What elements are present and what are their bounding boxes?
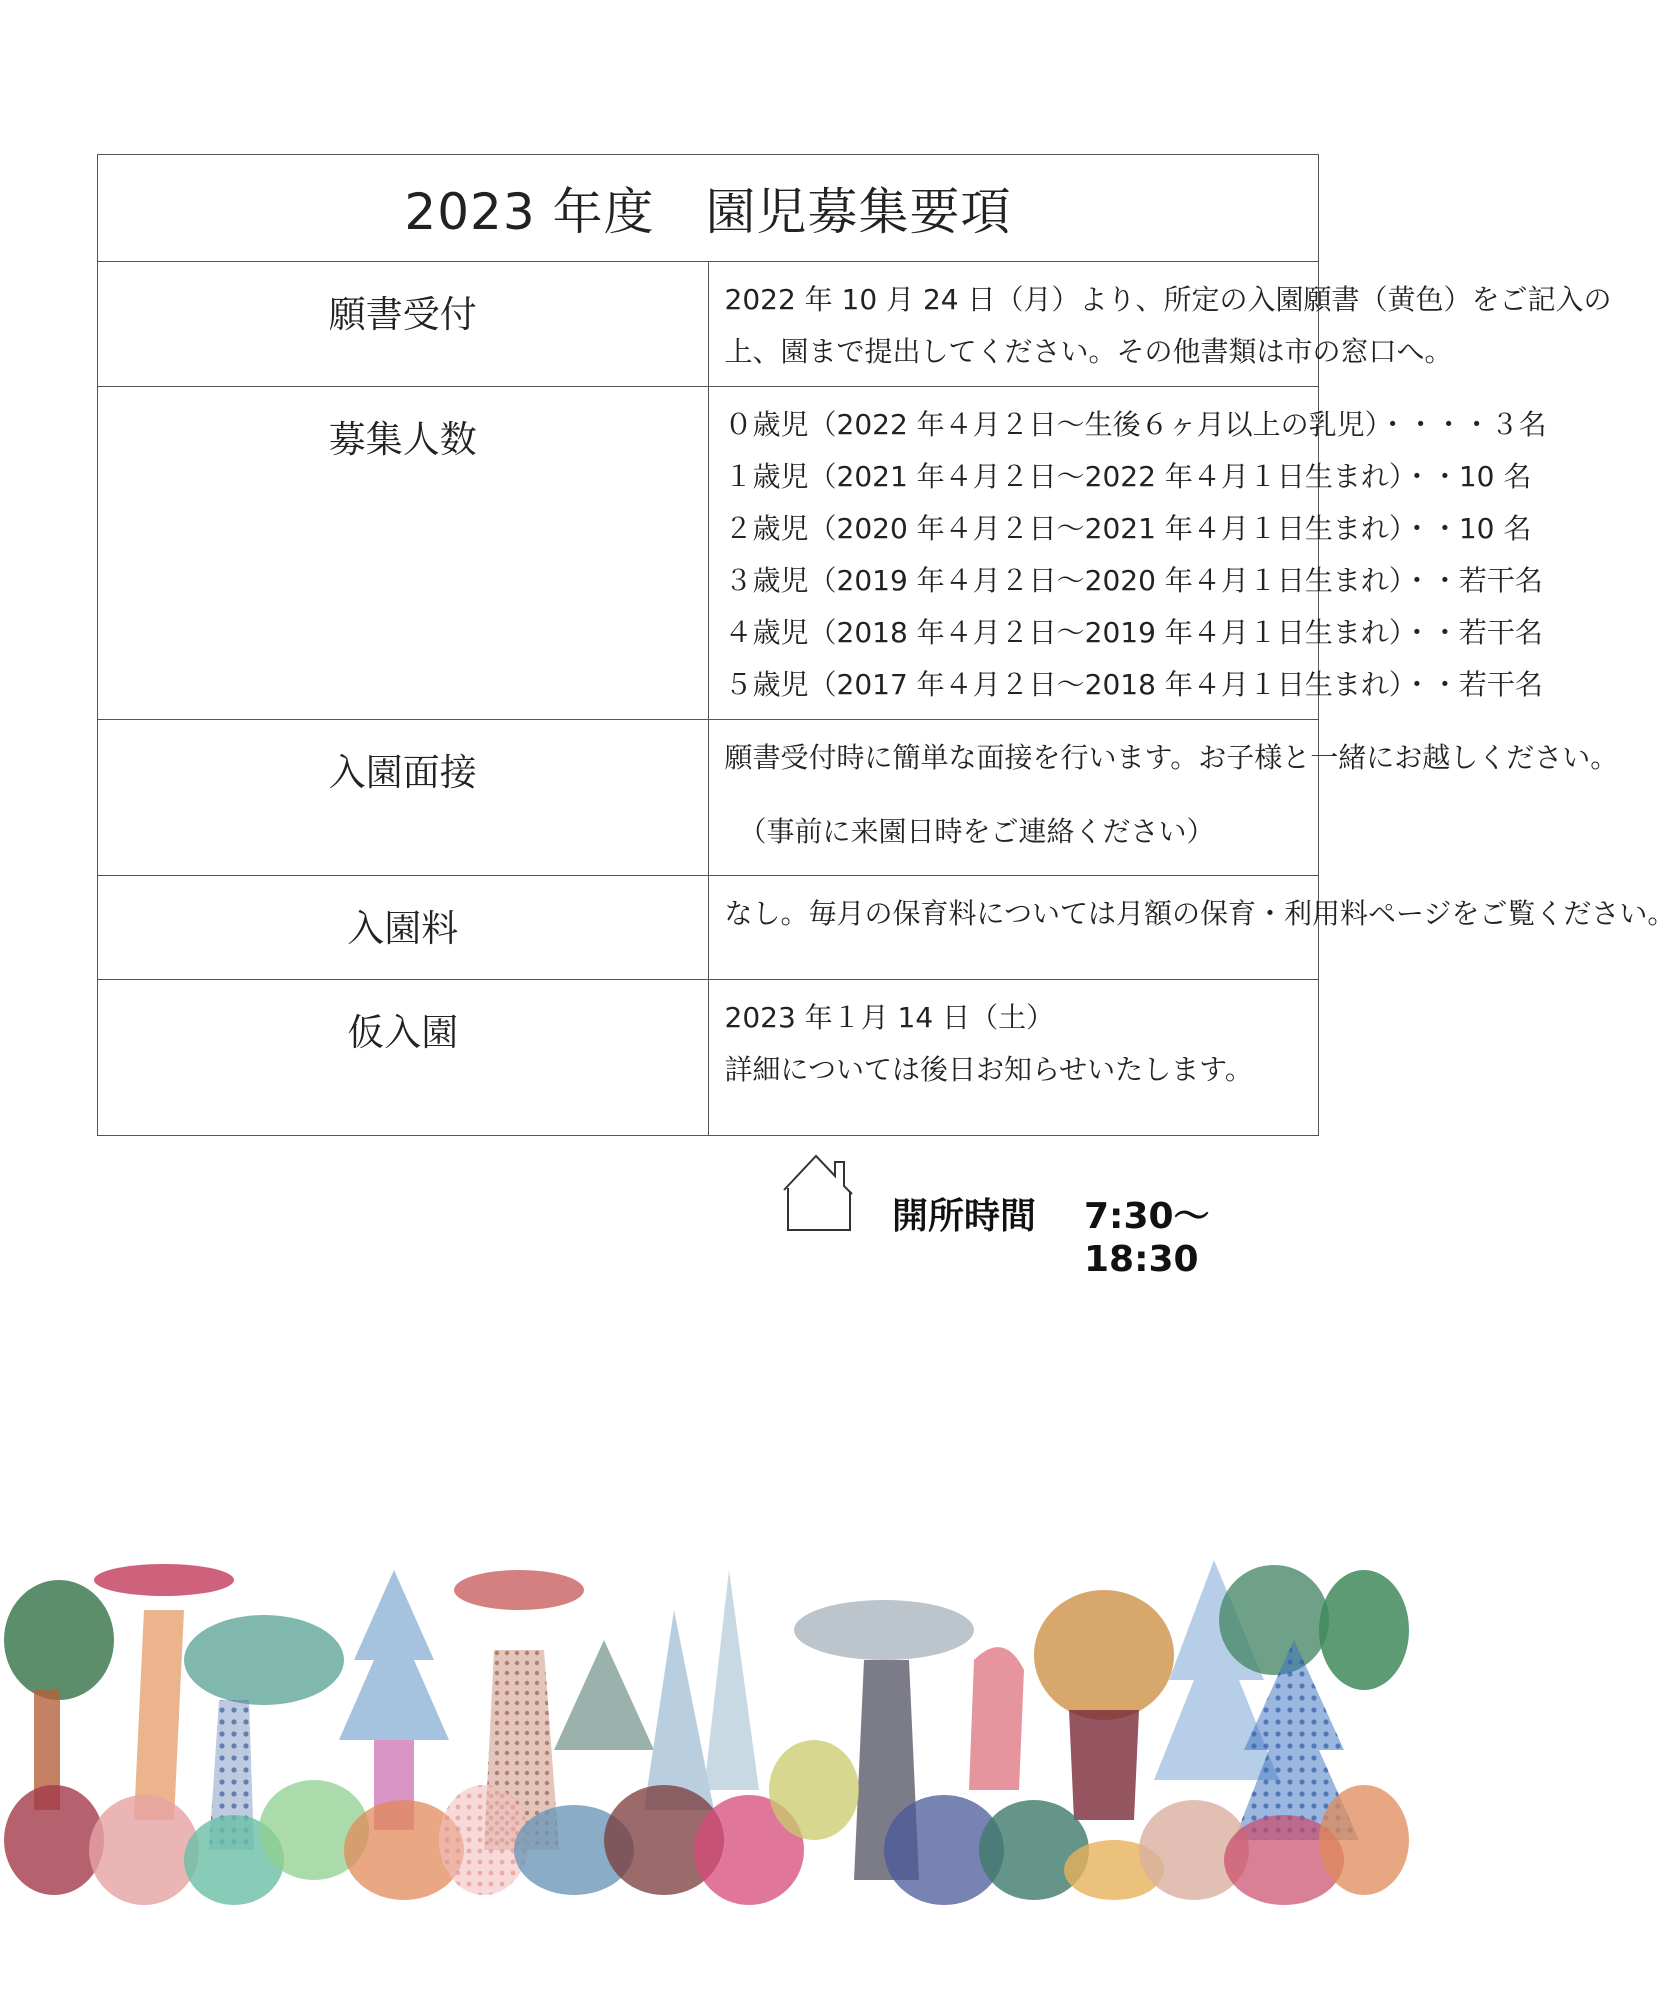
row-content-application bbox=[708, 262, 1612, 387]
content-line: 上、園まで提出してください。その他書類は市の窓口へ。 bbox=[724, 335, 1453, 368]
opening-hours-value: 7:30～18:30 bbox=[1084, 1196, 1210, 1280]
content-line: １歳児（2021 年４月２日～2022 年４月１日生まれ）・・10 名 bbox=[724, 460, 1532, 493]
row-content-capacity bbox=[708, 387, 1547, 720]
content-line: ３歳児（2019 年４月２日～2020 年４月１日生まれ）・・若干名 bbox=[724, 564, 1543, 597]
row-fee bbox=[98, 876, 1319, 980]
document-title: 2023 年度 園児募集要項 bbox=[98, 155, 1319, 262]
content-line: 2022 年 10 月 24 日（月）より、所定の入園願書（黄色）をご記入の bbox=[724, 283, 1612, 316]
content-note: （事前に来園日時をご連絡ください） bbox=[738, 815, 1215, 848]
row-content-interview bbox=[708, 720, 1619, 876]
content-line: ４歳児（2018 年４月２日～2019 年４月１日生まれ）・・若干名 bbox=[724, 616, 1543, 649]
row-application bbox=[98, 262, 1319, 387]
row-trial bbox=[98, 980, 1319, 1136]
content-line: 詳細については後日お知らせいたします。 bbox=[724, 1053, 1253, 1086]
content-line: ０歳児（2022 年４月２日～生後６ヶ月以上の乳児）・・・・３名 bbox=[724, 408, 1547, 441]
house-icon bbox=[780, 1150, 856, 1234]
content-line: ２歳児（2020 年４月２日～2021 年４月１日生まれ）・・10 名 bbox=[724, 512, 1532, 545]
content-line: 2023 年１月 14 日（土） bbox=[724, 1001, 1055, 1034]
content-line: 願書受付時に簡単な面接を行います。お子様と一緒にお越しください。 bbox=[724, 741, 1619, 774]
opening-hours-label: 開所時間 bbox=[892, 1196, 1037, 1237]
row-interview bbox=[98, 720, 1319, 876]
watercolor-forest-illustration bbox=[14, 1550, 1400, 1900]
content-line: なし。毎月の保育料については月額の保育・利用料ページをご覧ください。 bbox=[724, 897, 1675, 930]
content-line: ５歳児（2017 年４月２日～2018 年４月１日生まれ）・・若干名 bbox=[724, 668, 1543, 701]
row-content-fee bbox=[708, 876, 1675, 980]
recruitment-table bbox=[97, 154, 1675, 1136]
opening-hours bbox=[780, 1150, 1320, 1280]
row-label-trial: 仮入園 bbox=[98, 980, 709, 1136]
row-label-application: 願書受付 bbox=[98, 262, 709, 387]
row-label-capacity: 募集人数 bbox=[98, 387, 709, 720]
row-label-interview: 入園面接 bbox=[98, 720, 709, 876]
row-capacity bbox=[98, 387, 1319, 720]
row-content-trial bbox=[708, 980, 1319, 1136]
row-label-fee: 入園料 bbox=[98, 876, 709, 980]
